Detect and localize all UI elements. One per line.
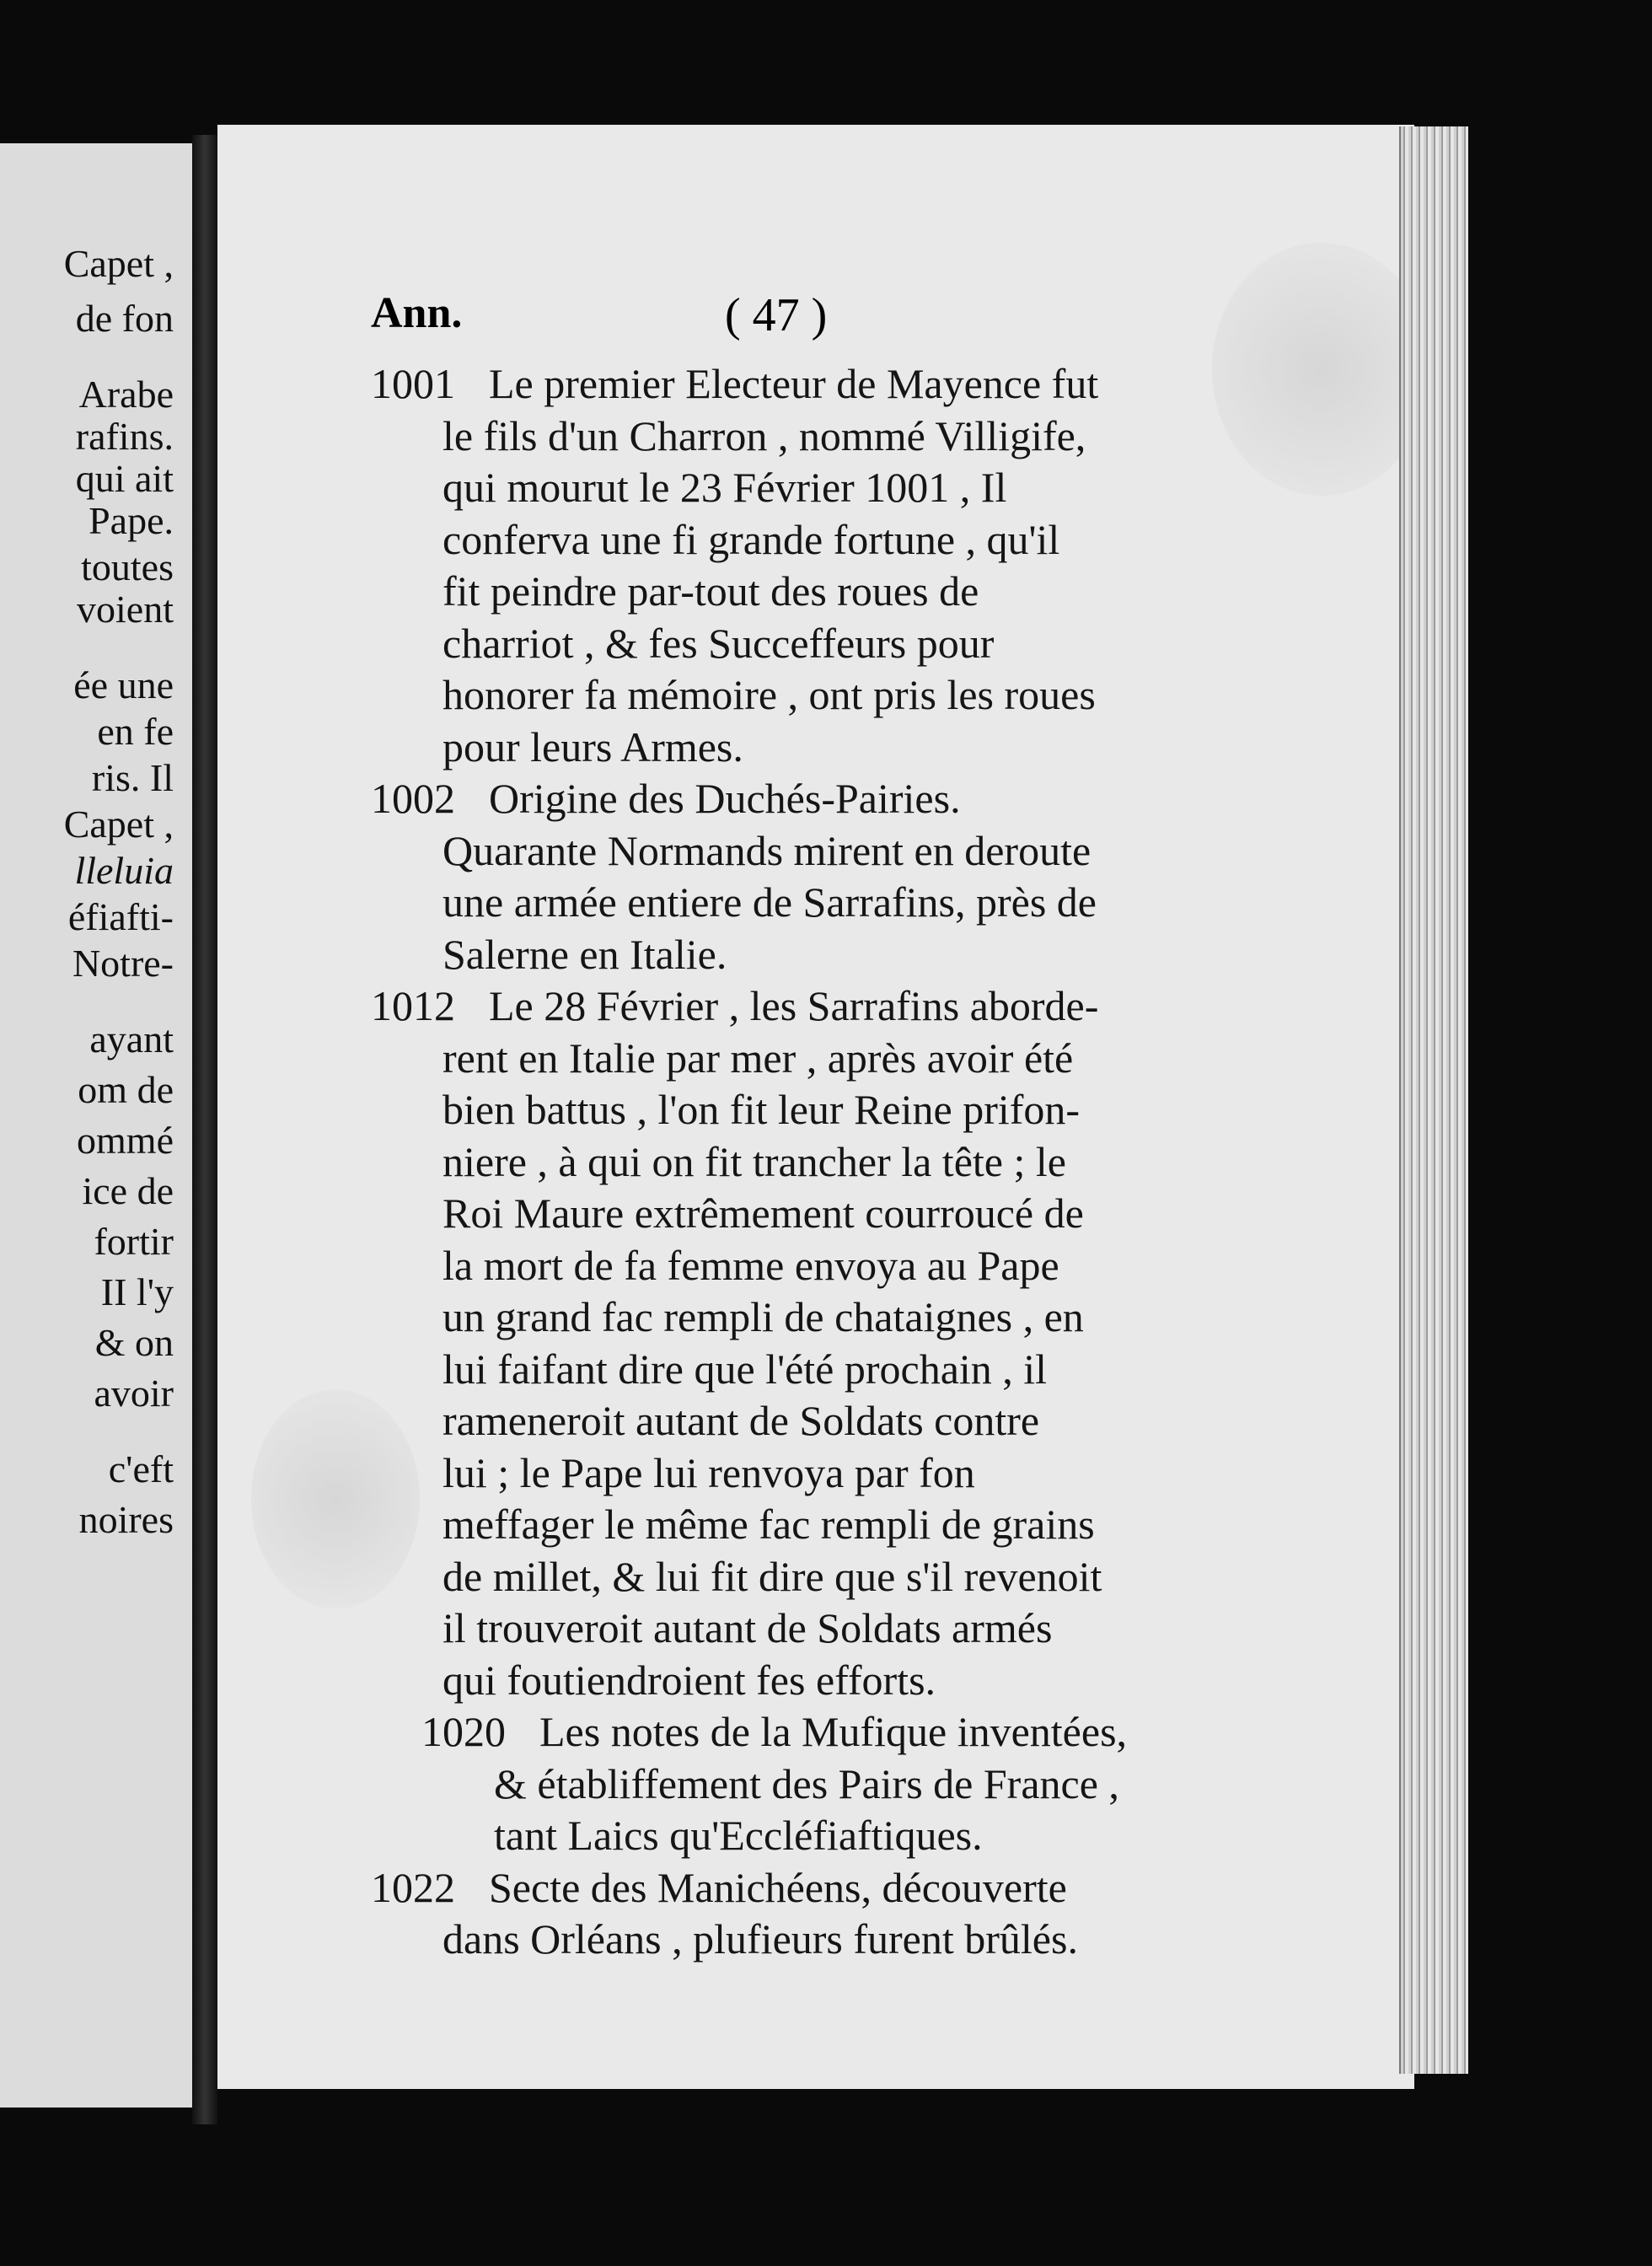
entry-line <box>442 464 1007 511</box>
entry-line <box>494 1812 983 1859</box>
entry-line <box>442 1656 936 1704</box>
entry-text: le fils d'un Charron , nommé Villigife, <box>442 411 1086 459</box>
entry-text: & établiffement des Pairs de France , <box>494 1759 1119 1807</box>
entry-text: Le premier Electeur de Mayence fut <box>489 360 1099 407</box>
left-page-fragment: Pape. <box>88 499 174 542</box>
entry-line <box>442 1448 975 1496</box>
entry-line <box>442 1293 1084 1340</box>
entry-line <box>442 878 1097 926</box>
entry-text: qui foutiendroient fes efforts. <box>442 1656 936 1704</box>
entry-year: 1012 <box>371 982 455 1029</box>
entry-first-line <box>421 1710 1127 1753</box>
entry-line <box>494 1759 1119 1807</box>
left-page-fragment: en fe <box>97 710 174 753</box>
paper-stain <box>251 1389 420 1608</box>
book-gutter <box>192 135 217 2124</box>
entry-line <box>442 515 1060 563</box>
left-page-fragment: & on <box>94 1321 174 1364</box>
entry-text: un grand fac rempli de chataignes , en <box>442 1293 1084 1340</box>
entry-text: de millet, & lui fit dire que s'il revenoit <box>442 1552 1102 1600</box>
entry-first-line <box>371 982 1099 1029</box>
left-page-fragment: ice de <box>82 1169 174 1212</box>
entry-year: 1001 <box>371 360 455 407</box>
entry-text: tant Laics qu'Eccléfiaftiques. <box>494 1812 983 1859</box>
entry-text: meffager le même fac rempli de grains <box>442 1501 1095 1548</box>
left-page-fragment: noires <box>78 1498 174 1541</box>
entry-first-line <box>371 362 1098 405</box>
left-page-fragment: Arabe <box>78 373 174 416</box>
entry-line <box>442 1086 1081 1133</box>
left-page-fragment: ris. Il <box>91 756 174 799</box>
entry-text: Quarante Normands mirent en deroute <box>442 826 1092 874</box>
entry-line <box>442 1137 1066 1185</box>
entry-text: une armée entiere de Sarrafins, près de <box>442 878 1097 926</box>
entry-first-line <box>371 775 961 822</box>
entry-text: rameneroit autant de Soldats contre <box>442 1397 1040 1444</box>
left-page-fragment: Notre- <box>72 942 174 985</box>
left-page-fragment: ommé <box>77 1119 174 1162</box>
entry-line <box>442 567 979 615</box>
page-header <box>371 288 1247 347</box>
entry-line <box>442 1604 1053 1651</box>
left-page-fragment: rafins. <box>75 415 174 458</box>
page-edges <box>1399 126 1468 2074</box>
entry-line <box>442 1915 1078 1963</box>
left-page-fragment: lleluia <box>74 849 174 892</box>
entry-first-line <box>371 1863 1067 1911</box>
entry-line <box>442 1501 1095 1548</box>
entry-line <box>442 1345 1048 1393</box>
entry-text: honorer fa mémoire , ont pris les roues <box>442 671 1096 718</box>
left-page-fragment: II l'y <box>100 1270 174 1313</box>
entry-text: il trouveroit autant de Soldats armés <box>442 1604 1053 1651</box>
entry-text: Secte des Manichéens, découverte <box>489 1863 1067 1911</box>
left-page-fragment: toutes <box>81 545 174 588</box>
left-page-fragment: qui ait <box>75 457 174 500</box>
entry-line <box>442 619 995 667</box>
left-page-fragment: c'eft <box>108 1447 174 1490</box>
entry-line <box>442 1034 1074 1082</box>
entry-year: 1022 <box>371 1863 455 1911</box>
entry-line <box>442 411 1086 459</box>
entry-text: niere , à qui on fit trancher la tête ; le <box>442 1137 1066 1185</box>
entry-text: Les notes de la Mufique inventées, <box>539 1708 1128 1755</box>
left-page-fragment: Capet , <box>63 803 174 846</box>
entry-line <box>442 1241 1059 1289</box>
entry-text: lui faifant dire que l'été prochain , il <box>442 1345 1048 1393</box>
entry-text: lui ; le Pape lui renvoya par fon <box>442 1448 975 1496</box>
entry-text: pour leurs Armes. <box>442 722 743 771</box>
left-page-fragment: fortir <box>94 1220 174 1263</box>
page-number: ( 47 ) <box>725 289 828 341</box>
entry-line <box>442 1552 1102 1600</box>
entry-text: conferva une fi grande fortune , qu'il <box>442 515 1060 563</box>
entry-line <box>442 722 743 771</box>
left-page-fragment: Capet , <box>63 242 174 285</box>
entry-text: Origine des Duchés-Pairies. <box>489 775 961 822</box>
entry-line <box>442 1399 1039 1442</box>
left-page-fragment: voient <box>77 588 174 631</box>
paper-stain <box>1212 243 1431 496</box>
entry-year: 1020 <box>421 1708 506 1755</box>
entry-line <box>442 930 727 978</box>
left-page <box>0 143 195 2108</box>
entry-text: Salerne en Italie. <box>442 930 727 978</box>
left-page-fragment: ayant <box>89 1018 174 1061</box>
entry-text: dans Orléans , plufieurs furent brûlés. <box>442 1915 1078 1963</box>
left-page-fragment: om de <box>78 1068 174 1111</box>
entry-text: charriot , & fes Succeffeurs pour <box>442 619 995 667</box>
entry-year: 1002 <box>371 775 455 822</box>
entry-text: qui mourut le 23 Février 1001 , Il <box>442 464 1007 511</box>
entry-text: Roi Maure extrêmement courroucé de <box>442 1189 1084 1237</box>
entry-text: rent en Italie par mer , après avoir été <box>442 1034 1074 1082</box>
entry-line <box>442 671 1096 718</box>
entry-text: la mort de fa femme envoya au Pape <box>442 1241 1059 1289</box>
left-page-fragment: avoir <box>94 1372 174 1415</box>
entry-line <box>442 826 1092 874</box>
left-page-fragment: de fon <box>75 297 174 340</box>
entry-line <box>442 1189 1084 1237</box>
entry-text: Le 28 Février , les Sarrafins aborde- <box>489 982 1099 1029</box>
left-page-fragment: ée une <box>73 663 174 706</box>
entry-text: bien battus , l'on fit leur Reine prifon- <box>442 1086 1081 1133</box>
left-page-fragment: éfiafti- <box>67 895 174 938</box>
entry-text: fit peindre par-tout des roues de <box>442 567 979 615</box>
year-column-heading: Ann. <box>371 289 463 337</box>
